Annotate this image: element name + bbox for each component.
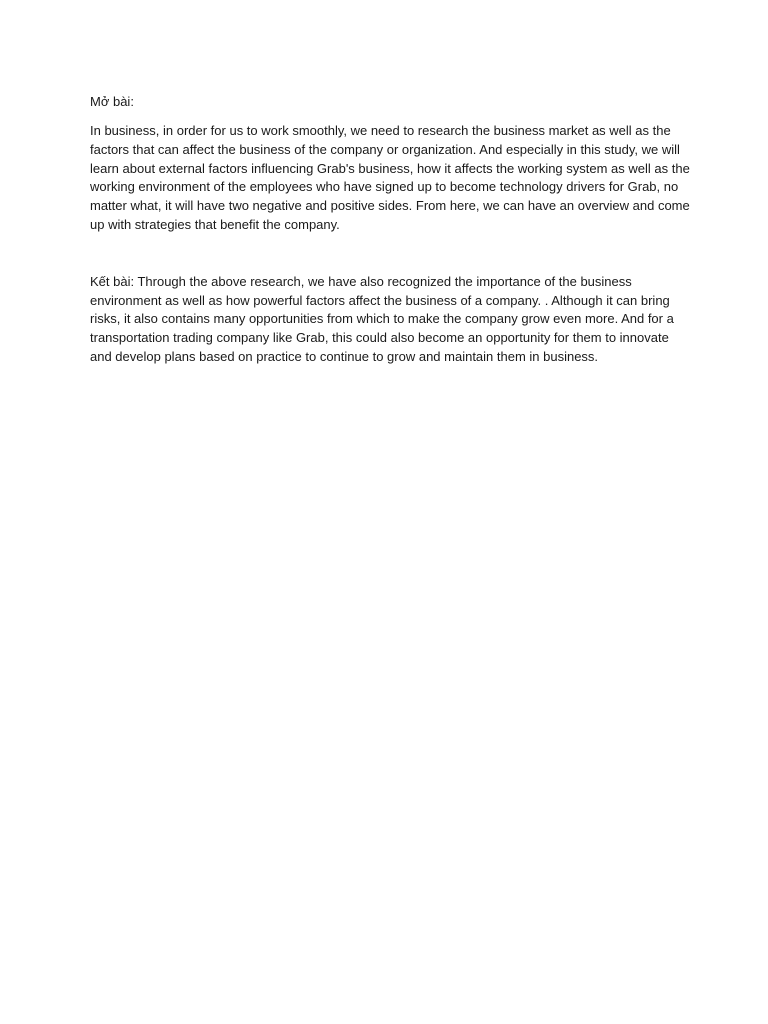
intro-paragraph: In business, in order for us to work smoothly, we need to research the business market as well as the factors that can affect the business of the company or organization. And especially in this study, we will learn about external factors influencing Grab's business, how it affects the working system as well as the working environment of the employees who have signed up to become technology drivers for Grab, no matter what, it will have two negative and positive sides. From here, we can have an overview and come up with strategies that benefit the company. xyxy=(90,123,690,232)
intro-heading: Mở bài: xyxy=(90,94,134,109)
conclusion-paragraph: Kết bài: Through the above research, we have also recognized the importance of the business environment as well as how powerful factors affect the business of a company. . Although it can bring risks, it also contains many opportunities from which to make the company grow even more. And for a transportation trading company like Grab, this could also become an opportunity for them to innovate and develop plans based on practice to continue to grow and maintain them in business. xyxy=(90,273,674,364)
paragraph-spacer xyxy=(90,235,690,273)
document-body xyxy=(90,93,690,367)
